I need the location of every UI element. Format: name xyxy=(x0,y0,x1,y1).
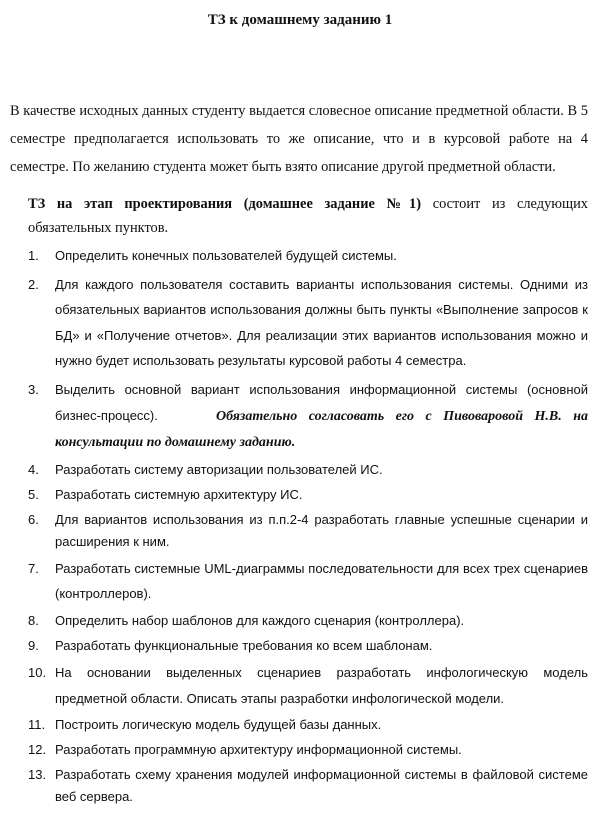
list-item-text: Выделить основной вариант использования информационной системы (основной бизнес-процесс). xyxy=(55,381,588,423)
list-item-number: 1. xyxy=(28,248,39,263)
list-item-number: 13. xyxy=(28,767,47,783)
task-list xyxy=(0,243,588,811)
task-lead-bold: ТЗ на этап проектирования (домашнее задание №1) xyxy=(28,196,422,212)
list-item-text: Разработать схему хранения модулей информационной системы в файловой системе веб сервера. xyxy=(55,767,588,805)
list-item-text: Разработать программную архитектуру информационной системы. xyxy=(55,742,462,758)
list-item xyxy=(0,714,588,736)
list-item-text: Разработать системную архитектуру ИС. xyxy=(55,486,303,502)
list-item-text: Разработать функциональные требования ко всем шаблонам. xyxy=(55,637,433,653)
list-item-number: 12. xyxy=(28,742,47,758)
list-item-number: 6. xyxy=(28,511,39,527)
list-item xyxy=(0,484,588,506)
list-item-number: 2. xyxy=(28,276,39,292)
list-item xyxy=(0,509,588,553)
list-item-number: 7. xyxy=(28,560,39,576)
list-item xyxy=(0,459,588,481)
list-item-text: Разработать систему авторизации пользователей ИС. xyxy=(55,461,383,477)
list-item-number: 10. xyxy=(28,664,47,680)
list-item-number: 5. xyxy=(28,486,39,502)
list-item-number: 11. xyxy=(28,717,46,733)
list-item xyxy=(0,556,588,607)
list-item xyxy=(0,377,588,456)
list-item-text: На основании выделенных сценариев разработать инфологическую модель предметной области. Описать этапы разработки инфологической модели. xyxy=(55,664,588,706)
list-item xyxy=(0,764,588,808)
list-item-number: 4. xyxy=(28,461,39,477)
list-item xyxy=(0,243,588,269)
list-item-number: 8. xyxy=(28,612,39,628)
list-item-text: Определить набор шаблонов для каждого сценария (контроллера). xyxy=(55,612,465,628)
list-item xyxy=(0,635,588,657)
list-item-text: Разработать системные UML-диаграммы последовательности для всех трех сценариев (контроллеров). xyxy=(55,560,588,602)
list-item xyxy=(0,272,588,374)
task-lead-paragraph xyxy=(28,192,588,240)
list-item-text: Для вариантов использования из п.п.2-4 разработать главные успешные сценарии и расширения к ним. xyxy=(55,511,588,549)
task-lead-rest: состоит из следующих обязательных пунктов. xyxy=(28,196,588,236)
list-item xyxy=(0,610,588,632)
list-item-number: 9. xyxy=(28,637,39,653)
list-item-emphasis: Обязательно согласовать его с Пивоваровой Н.В. на консультации по домашнему заданию. xyxy=(55,408,588,451)
list-item xyxy=(0,660,588,711)
document-title: ТЗ к домашнему заданию 1 xyxy=(207,12,393,28)
list-item xyxy=(0,739,588,761)
list-item-text: Для каждого пользователя составить варианты использования системы. Одними из обязательных вариантов использования должны быть пункты «Выполнение запросов к БД» и «Получение отчетов». Для реализации этих вариантов использования можно и нужно будет использовать результаты курсовой работы 4 семестра. xyxy=(55,276,588,369)
intro-paragraph: В качестве исходных данных студенту выдается словесное описание предметной области. В 5 семестре предполагается использовать то же описание, что и в курсовой работе на 4 семестре. По желанию студента может быть взято описание другой предметной области. xyxy=(10,103,588,175)
list-item-text: Определить конечных пользователей будущей системы. xyxy=(55,248,397,263)
list-item-text: Построить логическую модель будущей базы данных. xyxy=(55,717,382,733)
list-item-number: 3. xyxy=(28,381,39,397)
